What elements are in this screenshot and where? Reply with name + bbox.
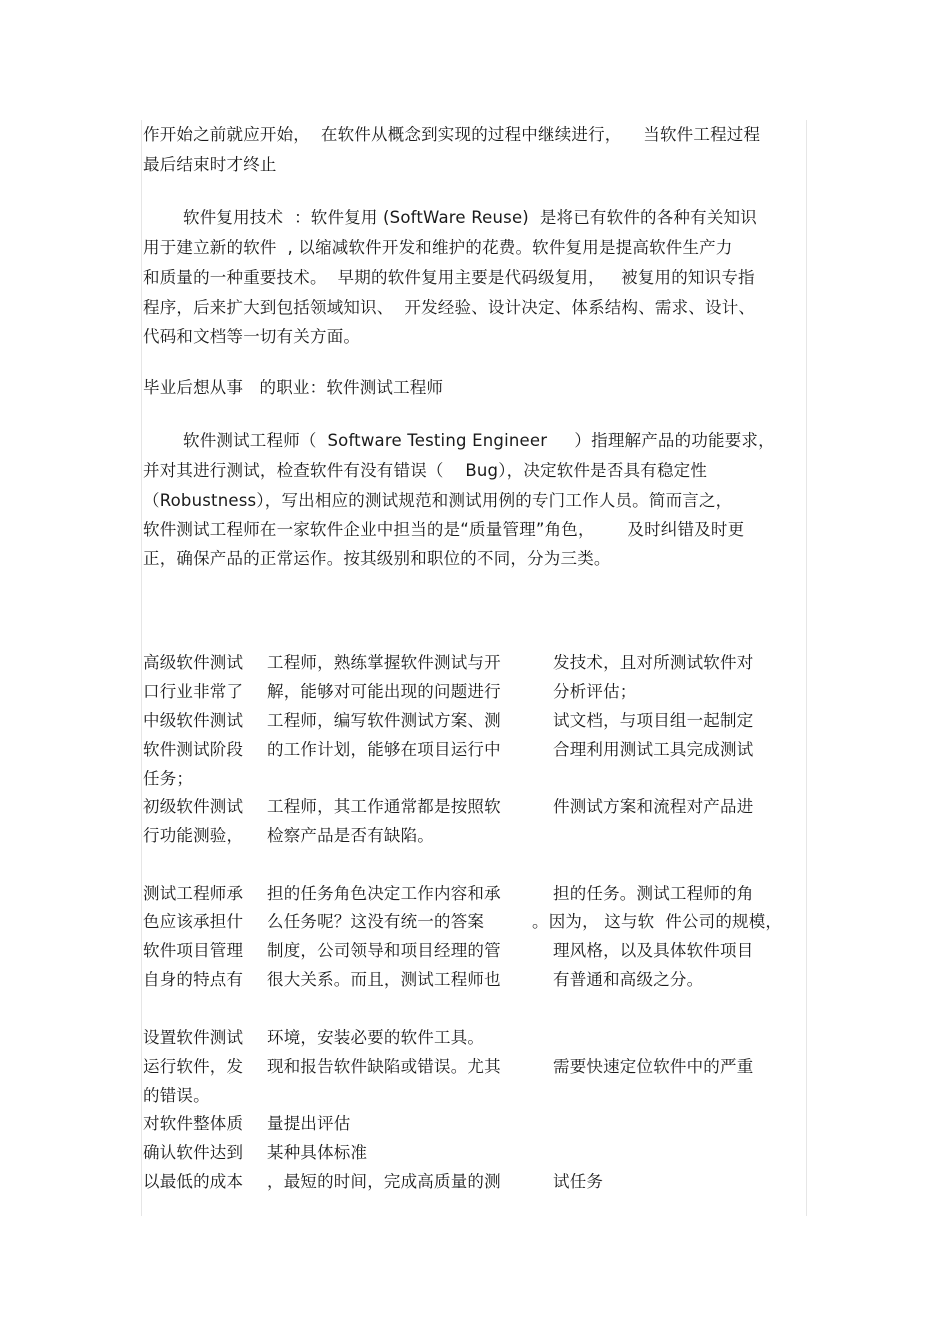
roles-r4-c2: 很大关系。而且，测试工程师也: [267, 970, 501, 989]
reuse-line-3: 和质量的一种重要技术。 早期的软件复用主要是代码级复用， 被复用的知识专指: [143, 268, 755, 287]
duties-r2-c3: 需要快速定位软件中的严重: [553, 1057, 754, 1076]
levels-r7-c1: 行功能测验，: [143, 826, 244, 845]
reuse-line-5: 代码和文档等一切有关方面。: [143, 327, 361, 346]
tester-line-4: 软件测试工程师在一家软件企业中担当的是“质量管理”角色， 及时纠错及时更: [143, 520, 745, 539]
career-heading: 毕业后想从事 的职业：软件测试工程师: [143, 378, 444, 397]
intro-line-2: 最后结束时才终止: [143, 155, 277, 174]
duties-r5-c2: 某种具体标准: [267, 1143, 368, 1162]
duties-r6-c1: 以最低的成本: [143, 1172, 244, 1191]
duties-r1-c1: 设置软件测试: [143, 1028, 244, 1047]
tester-line-1: 软件测试工程师（ Software Testing Engineer ）指理解产品的功能要求，: [183, 431, 775, 450]
duties-r3-c1: 的错误。: [143, 1086, 210, 1105]
levels-r4-c1: 软件测试阶段: [143, 740, 244, 759]
levels-r2-c1: 口行业非常了: [143, 682, 244, 701]
roles-r1-c3: 担的任务。测试工程师的角: [553, 884, 754, 903]
levels-r3-c3: 试文档，与项目组一起制定: [553, 711, 754, 730]
duties-r2-c2: 现和报告软件缺陷或错误。尤其: [267, 1057, 501, 1076]
reuse-line-2: 用于建立新的软件 , 以缩减软件开发和维护的花费。软件复用是提高软件生产力: [143, 238, 733, 257]
roles-r4-c1: 自身的特点有: [143, 970, 244, 989]
duties-r4-c1: 对软件整体质: [143, 1114, 244, 1133]
roles-r3-c2: 制度，公司领导和项目经理的管: [267, 941, 501, 960]
roles-r3-c1: 软件项目管理: [143, 941, 244, 960]
levels-r6-c2: 工程师，其工作通常都是按照软: [267, 797, 501, 816]
right-margin-line: [806, 120, 807, 1216]
duties-r4-c2: 量提出评估: [267, 1114, 351, 1133]
tester-line-5: 正，确保产品的正常运作。按其级别和职位的不同，分为三类。: [143, 549, 611, 568]
levels-r4-c3: 合理利用测试工具完成测试: [553, 740, 754, 759]
levels-r2-c2: 解，能够对可能出现的问题进行: [267, 682, 501, 701]
levels-r3-c2: 工程师，编写软件测试方案、测: [267, 711, 501, 730]
roles-r2-c3: 。因为， 这与软 件公司的规模，: [532, 912, 783, 931]
duties-r1-c2: 环境，安装必要的软件工具。: [267, 1028, 485, 1047]
roles-r2-c1: 色应该承担什: [143, 912, 244, 931]
roles-r2-c2: 么任务呢？这没有统一的答案: [267, 912, 485, 931]
levels-r2-c3: 分析评估；: [553, 682, 637, 701]
levels-r4-c2: 的工作计划，能够在项目运行中: [267, 740, 501, 759]
duties-r6-c3: 试任务: [553, 1172, 604, 1191]
levels-r6-c1: 初级软件测试: [143, 797, 244, 816]
duties-r5-c1: 确认软件达到: [143, 1143, 244, 1162]
duties-r6-c2: ，最短的时间，完成高质量的测: [267, 1172, 501, 1191]
tester-line-2: 并对其进行测试，检查软件有没有错误（ Bug），决定软件是否具有稳定性: [143, 461, 708, 480]
roles-r1-c2: 担的任务角色决定工作内容和承: [267, 884, 501, 903]
roles-r3-c3: 理风格，以及具体软件项目: [553, 941, 754, 960]
roles-r1-c1: 测试工程师承: [143, 884, 244, 903]
intro-line-1: 作开始之前就应开始， 在软件从概念到实现的过程中继续进行， 当软件工程过程: [143, 125, 761, 144]
reuse-line-1: 软件复用技术 ：软件复用 (SoftWare Reuse) 是将已有软件的各种有关知识: [183, 208, 757, 227]
tester-line-3: （Robustness），写出相应的测试规范和测试用例的专门工作人员。简而言之，: [143, 491, 733, 510]
reuse-line-4: 程序，后来扩大到包括领域知识、 开发经验、设计决定、体系结构、需求、设计、: [143, 298, 756, 317]
left-margin-line: [141, 120, 142, 1216]
levels-r1-c2: 工程师，熟练掌握软件测试与开: [267, 653, 501, 672]
levels-r1-c1: 高级软件测试: [143, 653, 244, 672]
roles-r4-c3: 有普通和高级之分。: [553, 970, 704, 989]
levels-r5-c1: 任务；: [143, 769, 194, 788]
levels-r6-c3: 件测试方案和流程对产品进: [553, 797, 754, 816]
levels-r1-c3: 发技术，且对所测试软件对: [553, 653, 754, 672]
levels-r7-c2: 检察产品是否有缺陷。: [267, 826, 434, 845]
levels-r3-c1: 中级软件测试: [143, 711, 244, 730]
duties-r2-c1: 运行软件，发: [143, 1057, 244, 1076]
